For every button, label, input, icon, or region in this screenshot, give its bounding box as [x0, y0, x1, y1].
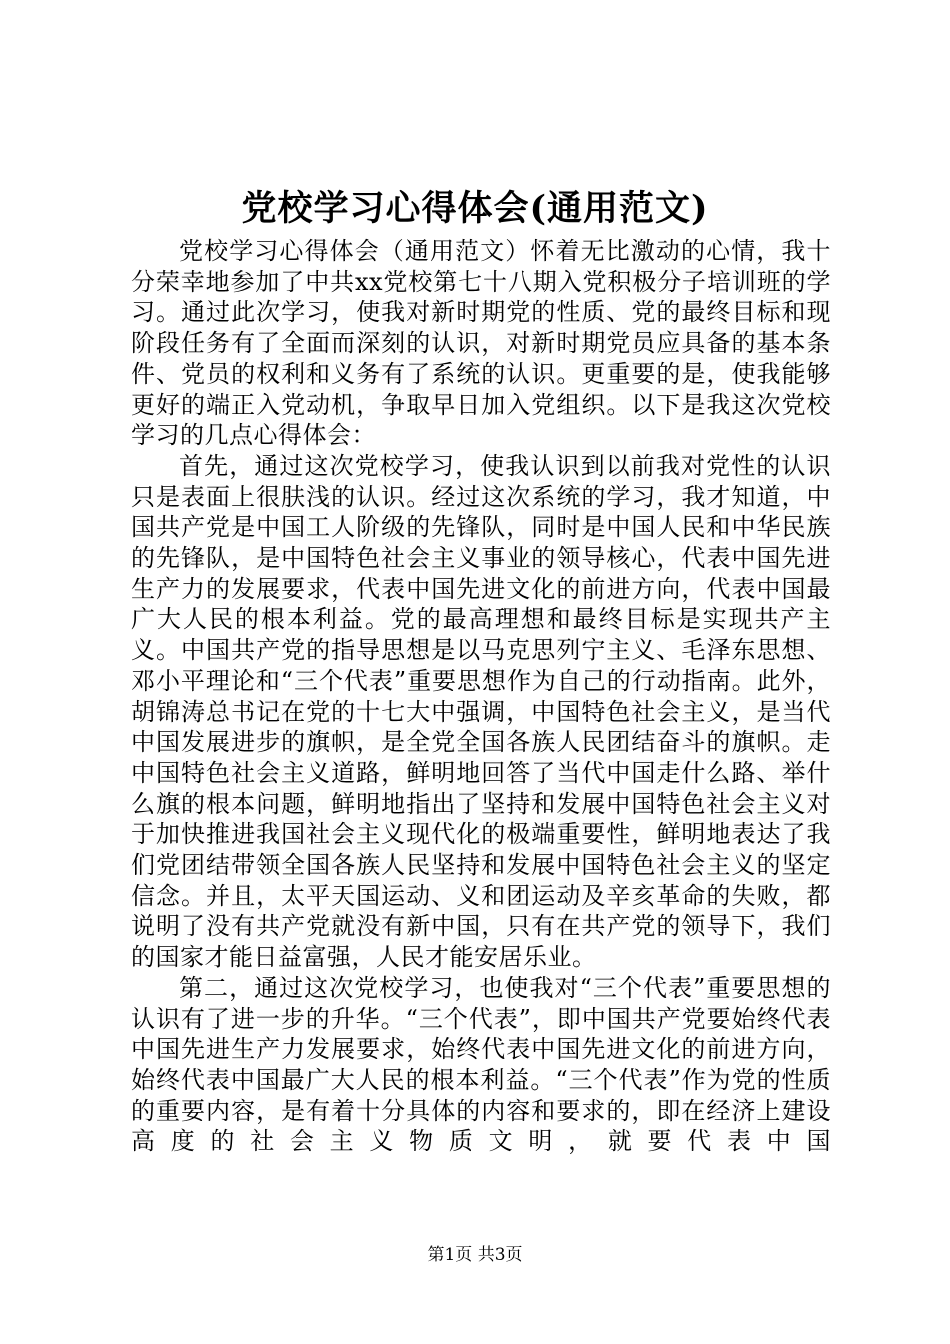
- paragraph-second-point: 第二，通过这次党校学习，也使我对“三个代表”重要思想的认识有了进一步的升华。“三个代表”，即中国共产党要始终代表中国先进生产力发展要求，始终代表中国先进文化的前进方向，始终代表中国最广大人民的根本利益。“三个代表”作为党的性质的重要内容，是有着十分具体的内容和要求的，即在经济上建设高度的社会主义物质文明，就要代表中国: [131, 973, 831, 1156]
- page-number-footer: 第1页 共3页: [427, 1245, 523, 1265]
- paragraph-first-point: 首先，通过这次党校学习，使我认识到以前我对党性的认识只是表面上很肤浅的认识。经过这次系统的学习，我才知道，中国共产党是中国工人阶级的先锋队，同时是中国人民和中华民族的先锋队，是中国特色社会主义事业的领导核心，代表中国先进生产力的发展要求，代表中国先进文化的前进方向，代表中国最广大人民的根本利益。党的最高理想和最终目标是实现共产主义。中国共产党的指导思想是以马克思列宁主义、毛泽东思想、邓小平理论和“三个代表”重要思想作为自己的行动指南。此外，胡锦涛总书记在党的十七大中强调，中国特色社会主义，是当代中国发展进步的旗帜，是全党全国各族人民团结奋斗的旗帜。走中国特色社会主义道路，鲜明地回答了当代中国走什么路、举什么旗的根本问题，鲜明地指出了坚持和发展中国特色社会主义对于加快推进我国社会主义现代化的极端重要性，鲜明地表达了我们党团结带领全国各族人民坚持和发展中国特色社会主义的坚定信念。并且，太平天国运动、义和团运动及辛亥革命的失败，都说明了没有共产党就没有新中国，只有在共产党的领导下，我们的国家才能日益富强，人民才能安居乐业。: [131, 451, 831, 972]
- paragraph-intro: 党校学习心得体会（通用范文）怀着无比激动的心情，我十分荣幸地参加了中共xx党校第七十八期入党积极分子培训班的学习。通过此次学习，使我对新时期党的性质、党的最终目标和现阶段任务有了全面而深刻的认识，对新时期党员应具备的基本条件、党员的权利和义务有了系统的认识。更重要的是，使我能够更好的端正入党动机，争取早日加入党组织。以下是我这次党校学习的几点心得体会：: [131, 237, 831, 450]
- document-title: 党校学习心得体会(通用范文): [241, 188, 709, 229]
- document-body: [131, 236, 831, 1157]
